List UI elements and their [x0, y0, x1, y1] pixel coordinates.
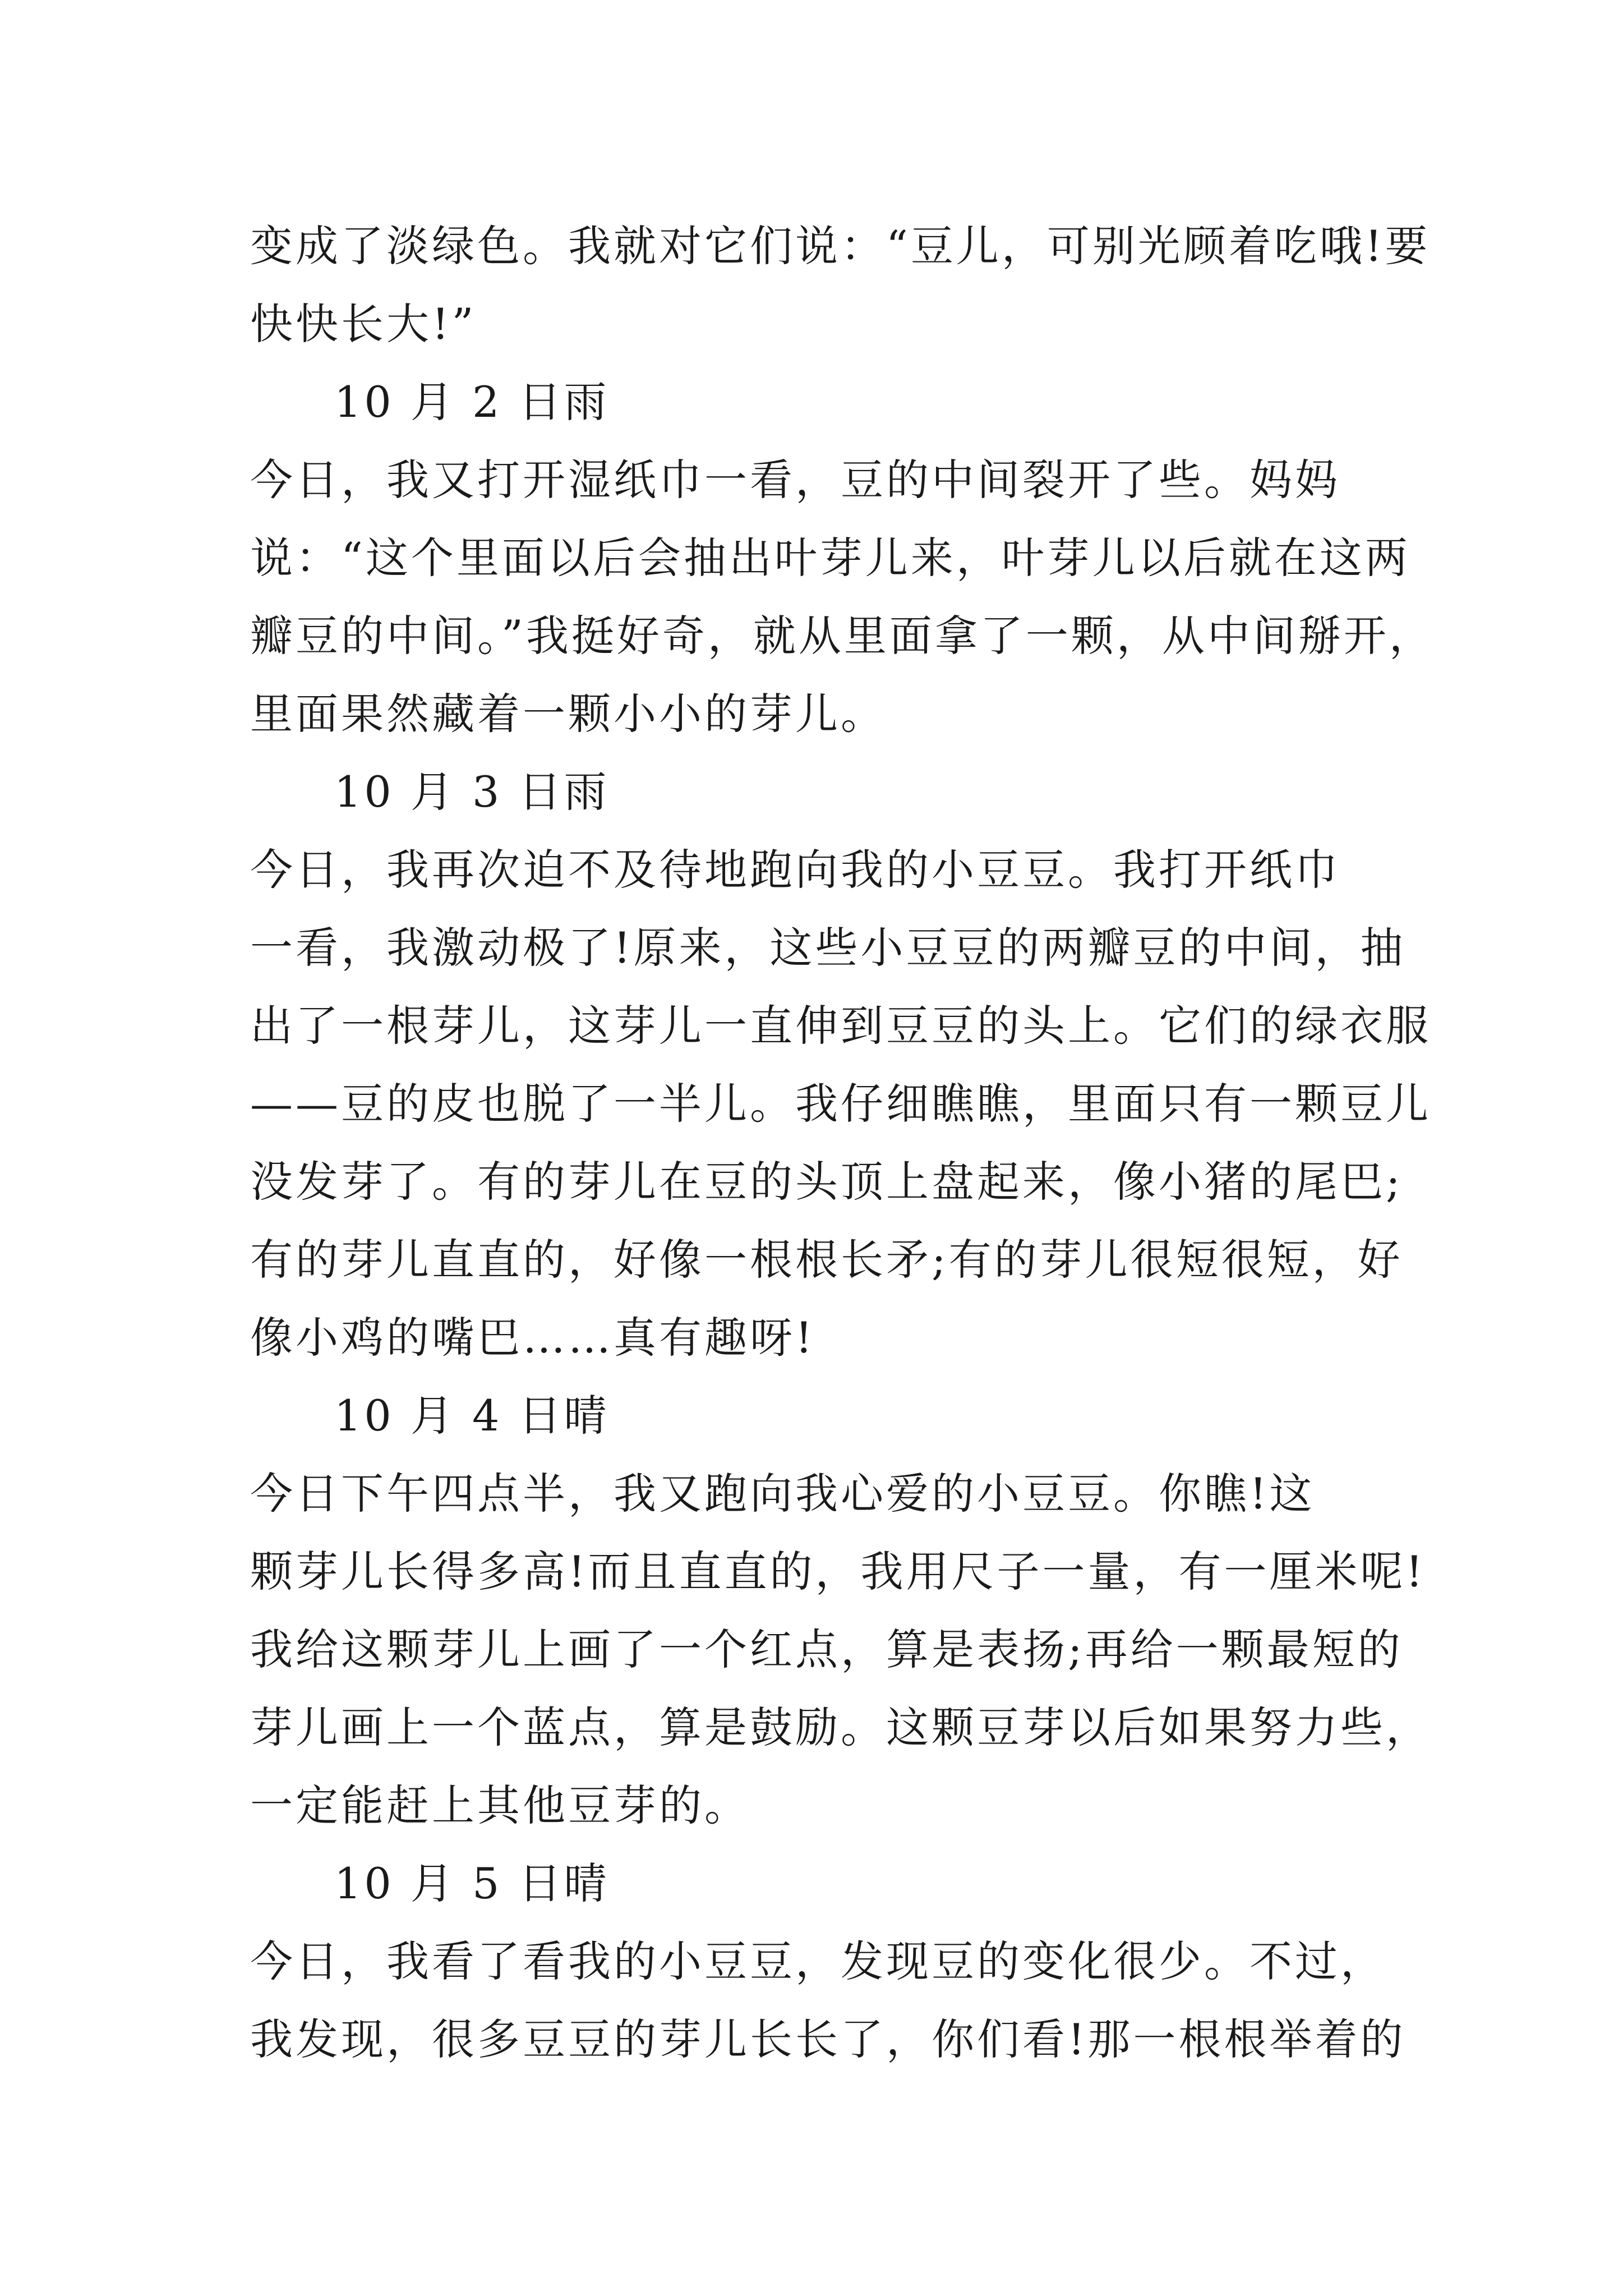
paragraph-line: 颗芽儿长得多高!而且直直的，我用尺子一量，有一厘米呢!: [250, 1547, 1426, 1596]
paragraph-line: 我给这颗芽儿上画了一个红点，算是表扬;再给一颗最短的: [250, 1625, 1403, 1674]
paragraph-line: 芽儿画上一个蓝点，算是鼓励。这颗豆芽以后如果努力些，: [250, 1703, 1431, 1752]
paragraph-line: 说：“这个里面以后会抽出叶芽儿来，叶芽儿以后就在这两: [250, 533, 1410, 583]
paragraph-line: 像小鸡的嘴巴……真有趣呀!: [250, 1313, 815, 1363]
paragraph-line: 今日，我看了看我的小豆豆，发现豆的变化很少。不过，: [250, 1936, 1386, 1986]
paragraph-line: 一看，我激动极了!原来，这些小豆豆的两瓣豆的中间，抽: [250, 923, 1406, 973]
paragraph-line: 快快长大!”: [250, 299, 477, 349]
paragraph-line: 瓣豆的中间。”我挺好奇，就从里面拿了一颗，从中间掰开，: [250, 611, 1435, 661]
paragraph-line: 里面果然藏着一颗小小的芽儿。: [250, 689, 886, 739]
diary-date-heading: 10 月 2 日雨: [334, 377, 610, 427]
paragraph-line: 变成了淡绿色。我就对它们说：“豆儿，可别光顾着吃哦!要: [250, 221, 1431, 271]
paragraph-line: ——豆的皮也脱了一半儿。我仔细瞧瞧，里面只有一颗豆儿: [250, 1079, 1431, 1129]
paragraph-line: 一定能赶上其他豆芽的。: [250, 1780, 750, 1830]
diary-date-heading: 10 月 3 日雨: [334, 767, 610, 817]
paragraph-line: 今日，我又打开湿纸巾一看，豆的中间裂开了些。妈妈: [250, 455, 1340, 505]
paragraph-line: 没发芽了。有的芽儿在豆的头顶上盘起来，像小猪的尾巴;: [250, 1157, 1403, 1207]
paragraph-line: 今日下午四点半，我又跑向我心爱的小豆豆。你瞧!这: [250, 1469, 1315, 1519]
diary-date-heading: 10 月 4 日晴: [334, 1391, 610, 1441]
paragraph-line: 有的芽儿直直的，好像一根根长矛;有的芽儿很短很短，好: [250, 1235, 1403, 1285]
paragraph-line: 今日，我再次迫不及待地跑向我的小豆豆。我打开纸巾: [250, 845, 1340, 895]
diary-date-heading: 10 月 5 日晴: [334, 1858, 610, 1908]
paragraph-line: 出了一根芽儿，这芽儿一直伸到豆豆的头上。它们的绿衣服: [250, 1001, 1431, 1051]
paragraph-line: 我发现，很多豆豆的芽儿长长了，你们看!那一根根举着的: [250, 2014, 1406, 2064]
